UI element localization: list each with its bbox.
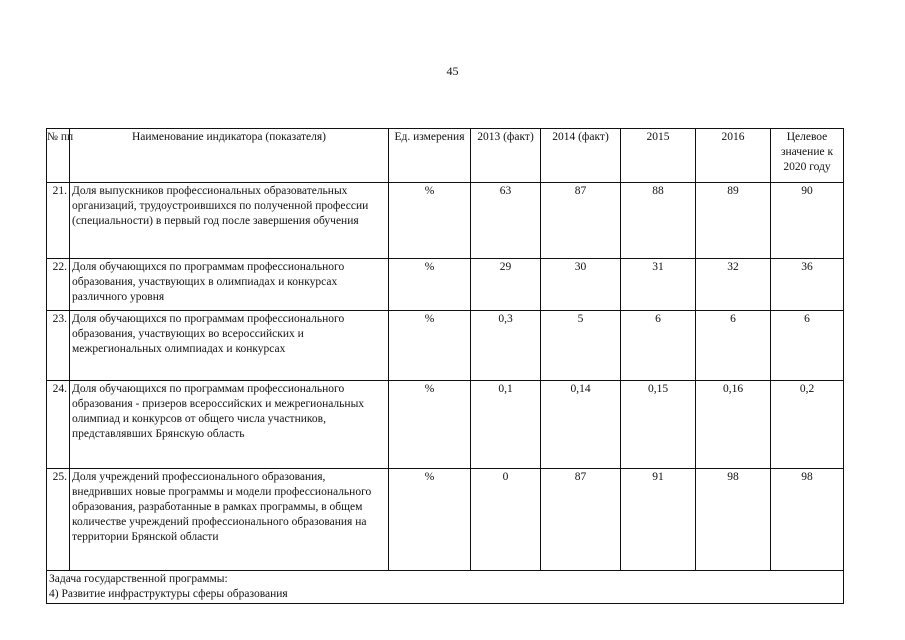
- value-2014: 30: [541, 259, 621, 311]
- value-2016: 6: [696, 311, 771, 381]
- value-2013: 0,3: [471, 311, 541, 381]
- value-2015: 88: [621, 183, 696, 259]
- header-num: № пп: [47, 129, 70, 183]
- indicator-name: Доля обучающихся по программам профессионального образования - призеров всероссийских и межрегиональных олимпиад и конкурсов от общего числа участников, представлявших Брянскую область: [70, 381, 389, 469]
- value-2015: 0,15: [621, 381, 696, 469]
- value-target: 36: [771, 259, 844, 311]
- header-2014: 2014 (факт): [541, 129, 621, 183]
- header-2013: 2013 (факт): [471, 129, 541, 183]
- value-2016: 0,16: [696, 381, 771, 469]
- table-row: [47, 381, 844, 469]
- unit-cell: %: [389, 259, 471, 311]
- task-cell: [47, 571, 844, 604]
- task-label: Задача государственной программы:: [49, 573, 228, 585]
- row-number: 22.: [47, 259, 70, 311]
- indicator-name: Доля выпускников профессиональных образовательных организаций, трудоустроившихся по полученной профессии (специальности) в первый год после завершения обучения: [70, 183, 389, 259]
- unit-cell: %: [389, 381, 471, 469]
- unit-cell: %: [389, 469, 471, 571]
- task-text: 4) Развитие инфраструктуры сферы образования: [49, 588, 288, 600]
- table-row: [47, 259, 844, 311]
- table-row: [47, 311, 844, 381]
- indicator-name: Доля обучающихся по программам профессионального образования, участвующих во всероссийских и межрегиональных олимпиадах и конкурсах: [70, 311, 389, 381]
- header-name: Наименование индикатора (показателя): [70, 129, 389, 183]
- value-2013: 63: [471, 183, 541, 259]
- header-2016: 2016: [696, 129, 771, 183]
- value-2014: 87: [541, 183, 621, 259]
- value-target: 0,2: [771, 381, 844, 469]
- page-number: 45: [446, 64, 459, 78]
- row-number: 25.: [47, 469, 70, 571]
- value-2016: 32: [696, 259, 771, 311]
- unit-cell: %: [389, 183, 471, 259]
- table-row: [47, 183, 844, 259]
- value-2013: 0: [471, 469, 541, 571]
- value-2014: 0,14: [541, 381, 621, 469]
- value-2015: 91: [621, 469, 696, 571]
- value-target: 90: [771, 183, 844, 259]
- value-2015: 31: [621, 259, 696, 311]
- header-row: [47, 129, 844, 183]
- indicators-table: [46, 128, 844, 604]
- row-number: 21.: [47, 183, 70, 259]
- header-target: Целевое значение к 2020 году: [771, 129, 844, 183]
- value-2014: 87: [541, 469, 621, 571]
- header-unit: Ед. измерения: [389, 129, 471, 183]
- header-2015: 2015: [621, 129, 696, 183]
- row-number: 23.: [47, 311, 70, 381]
- value-target: 98: [771, 469, 844, 571]
- value-2016: 98: [696, 469, 771, 571]
- row-number: 24.: [47, 381, 70, 469]
- value-2014: 5: [541, 311, 621, 381]
- unit-cell: %: [389, 311, 471, 381]
- task-row: [47, 571, 844, 604]
- table-row: [47, 469, 844, 571]
- value-2015: 6: [621, 311, 696, 381]
- indicator-name: Доля обучающихся по программам профессионального образования, участвующих в олимпиадах и конкурсах различного уровня: [70, 259, 389, 311]
- value-2013: 29: [471, 259, 541, 311]
- indicator-name: Доля учреждений профессионального образования, внедривших новые программы и модели профессионального образования, разработанные в рамках программы, в общем количестве учреждений профессионального образования на территории Брянской области: [70, 469, 389, 571]
- value-2016: 89: [696, 183, 771, 259]
- value-target: 6: [771, 311, 844, 381]
- value-2013: 0,1: [471, 381, 541, 469]
